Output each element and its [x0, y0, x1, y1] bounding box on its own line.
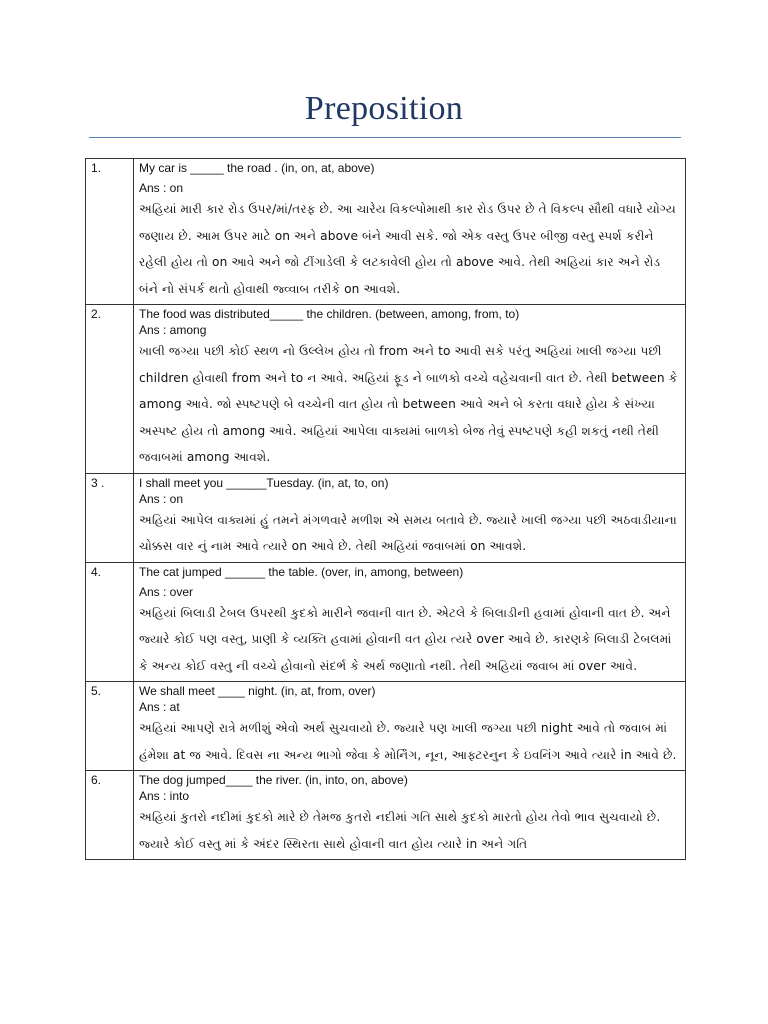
question-cell [134, 682, 686, 771]
question-cell [134, 159, 686, 305]
question-number: 5. [86, 682, 134, 771]
question-number: 3 . [86, 473, 134, 562]
explanation-text: અહિયાં મારી કાર રોડ ઉપર/માં/તરફ છે. આ ચારેય વિકલ્પોમાથી કાર રોડ ઉપર છે તે વિકલ્પ સૌથી વધારે યોગ્ય જણાય છે. આમ ઉપર માટે on અને above બંને આવી સકે. જો એક વસ્તુ ઉપર બીજી વસ્તુ સ્પર્શ કરીને રહેલી હોય તો on આવે અને જો ટીંગાડેલી કે લટકાવેલી હોય તો above આવે. તેથી અહિયાં કાર અને રોડ બંને નો સંપર્ક થતો હોવાથી જ્વ્વાબ તરીકે on આવશે. [139, 202, 676, 296]
questions-table [85, 158, 686, 860]
question-cell [134, 562, 686, 682]
question-row [86, 562, 686, 682]
explanation-text: ખાલી જગ્યા પછી કોઈ સ્થળ નો ઉલ્લેખ હોય તો from અને to આવી સકે પરંતુ અહિયાં ખાલી જગ્યા પછી children હોવાથી from અને to ન આવે. અહિયાં ફૂડ ને બાળકો વચ્ચે વહેચવાની વાત છે. તેથી between કે among આવે. જો સ્પષ્ટપણે બે વચ્ચેની વાત હોય તો between આવે અને બે કરતા વધારે હોય કે સંખ્યા અસ્પષ્ટ હોય તો among આવે. અહિયાં આપેલા વાક્યમાં બાળકો બેજ તેવું સ્પષ્ટપણે કહી શકતું નથી તેથી જવાબમાં among આવશે. [139, 344, 678, 464]
explanation-text: અહિયાં બિલાડી ટેબલ ઉપરથી કુદકો મારીને જવાની વાત છે. એટલે કે બિલાડીની હવામાં હોવાની વાત છે. અને જ્યારે કોઈ પણ વસ્તુ, પ્રાણી કે વ્યક્તિ હવામાં હોવાની વત હોય ત્યરે over આવે છે. કારણકે બિલાડી ટેબલમાં કે અન્ય કોઈ વસ્તુ ની વચ્ચે હોવાનો સંદર્ભ કે અર્થ જણાતો નથી. તેથી અહિયાં જવાબ માં over આવે. [139, 605, 672, 673]
question-number: 1. [86, 159, 134, 305]
question-text: The food was distributed_____ the children. (between, among, from, to) [139, 307, 520, 321]
question-row [86, 771, 686, 860]
answer-text: Ans : over [139, 584, 194, 599]
question-row [86, 159, 686, 305]
question-number: 2. [86, 305, 134, 474]
question-number: 4. [86, 562, 134, 682]
question-text: I shall meet you ______Tuesday. (in, at, to, on) [139, 475, 389, 490]
question-text: The dog jumped____ the river. (in, into, on, above) [139, 773, 408, 787]
question-text: My car is _____ the road . (in, on, at, above) [139, 161, 375, 175]
question-cell [134, 771, 686, 860]
question-row [86, 473, 686, 562]
answer-text: Ans : on [139, 181, 184, 195]
answer-text: Ans : among [139, 323, 207, 337]
question-cell [134, 305, 686, 474]
page-title: Preposition [304, 90, 464, 127]
answer-text: Ans : into [139, 789, 190, 803]
question-cell [134, 473, 686, 562]
question-number: 6. [86, 771, 134, 860]
question-text: We shall meet ____ night. (in, at, from, over) [139, 684, 376, 698]
answer-text: Ans : at [139, 700, 180, 714]
explanation-text: અહિયાં આપેલ વાક્યમાં હું તમને મંગળવારે મળીશ એ સમય બતાવે છે. જ્યારે ખાલી જગ્યા પછી અઠવાડીયાના ચોક્કસ વાર નું નામ આવે ત્યારે on આવે છે. તેથી અહિયાં જવાબમાં on આવશે. [139, 512, 677, 553]
explanation-text: અહિયાં કુતરો નદીમાં કુદકો મારે છે તેમજ કુતરો નદીમાં ગતિ સાથે કુદકો મારતો હોય તેવો ભાવ સુચવાયો છે. જ્યારે કોઈ વસ્તુ માં કે અંદર સ્થિરતા સાથે હોવાની વાત હોય ત્યારે in અને ગતિ [139, 810, 661, 851]
question-text: The cat jumped ______ the table. (over, in, among, between) [139, 564, 464, 579]
answer-text: Ans : on [139, 491, 184, 506]
question-row [86, 305, 686, 474]
title-underline [89, 137, 681, 138]
explanation-text: અહિયાં આપણે રાત્રે મળીશું એવો અર્થ સુચવાયો છે. જ્યારે પણ ખાલી જગ્યા પછી night આવે તો જવાબ માં હંમેશા at જ આવે. દિવસ ના અન્ય ભાગો જેવા કે મોર્નિંગ, નૂન, આફ્ટરનુન કે ઇવનિંગ આવે ત્યારે in આવે છે. [139, 721, 677, 762]
question-row [86, 682, 686, 771]
